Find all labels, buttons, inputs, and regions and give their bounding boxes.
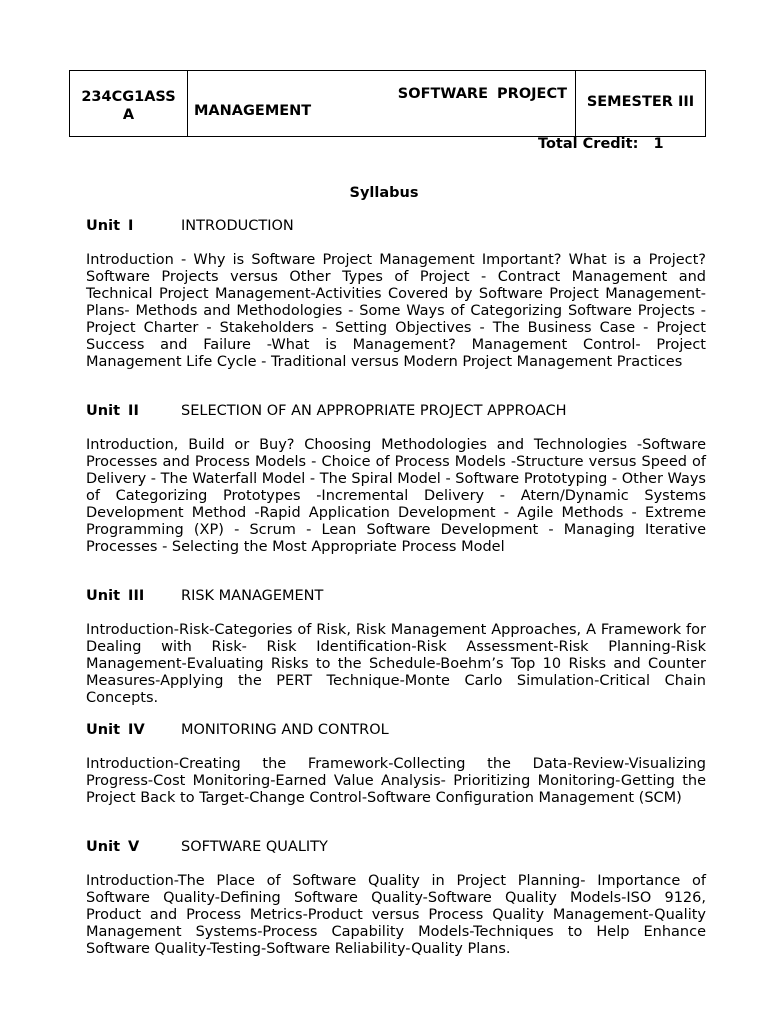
unit-label: Unit IV: [86, 722, 145, 738]
semester-cell: SEMESTER III: [586, 94, 695, 110]
unit-label: Unit III: [86, 588, 145, 604]
unit-label: Unit I: [86, 218, 134, 234]
course-code-line2: A: [122, 107, 135, 123]
course-code-cell: [70, 71, 188, 136]
unit-title: SELECTION OF AN APPROPRIATE PROJECT APPROACH: [181, 403, 567, 419]
unit-label: Unit V: [86, 839, 140, 855]
course-header-table: [69, 70, 706, 137]
total-credit: [538, 136, 664, 152]
syllabus-heading: Syllabus: [349, 185, 419, 201]
unit-heading: [86, 218, 294, 234]
course-code-line1: 234CG1ASS: [81, 89, 176, 105]
credit-label: Total Credit:: [538, 136, 639, 152]
unit-label: Unit II: [86, 403, 139, 419]
unit-title: MONITORING AND CONTROL: [181, 722, 389, 738]
unit-description: Introduction-The Place of Software Quality in Project Planning- Importance of Software Quality-Defining Software Quality-Software Quality Models-ISO 9126, Product and Process Metrics-Product versus Process Quality Management-Quality Management Systems-Process Capability Models-Techniques to Help Enhance Software Quality-Testing-Software Reliability-Quality Plans.: [86, 873, 706, 957]
unit-description: Introduction-Creating the Framework-Collecting the Data-Review-Visualizing Progress-Cost Monitoring-Earned Value Analysis- Prioritizing Monitoring-Getting the Project Back to Target-Change Control-Software Configuration Management (SCM): [86, 756, 706, 806]
course-title-line2: MANAGEMENT: [194, 103, 312, 119]
credit-value: 1: [653, 136, 664, 152]
unit-description: Introduction - Why is Software Project Management Important? What is a Project? Software Projects versus Other Types of Project - Contract Management and Technical Project Management-Activities Covered by Software Project Management-Plans- Methods and Methodologies - Some Ways of Categorizing Software Projects - Project Charter - Stakeholders - Setting Objectives - The Business Case - Project Success and Failure -What is Management? Management Control- Project Management Life Cycle - Traditional versus Modern Project Management Practices: [86, 252, 706, 370]
unit-title: RISK MANAGEMENT: [181, 588, 324, 604]
unit-heading: [86, 403, 566, 419]
course-title-cell: [188, 71, 576, 136]
unit-description: Introduction-Risk-Categories of Risk, Risk Management Approaches, A Framework for Dealing with Risk- Risk Identification-Risk Assessment-Risk Planning-Risk Management-Evaluating Risks to the Schedule-Boehm’s Top 10 Risks and Counter Measures-Applying the PERT Technique-Monte Carlo Simulation-Critical Chain Concepts.: [86, 622, 706, 706]
unit-title: INTRODUCTION: [181, 218, 294, 234]
unit-heading: [86, 722, 389, 738]
unit-description: Introduction, Build or Buy? Choosing Methodologies and Technologies -Software Processes and Process Models - Choice of Process Models -Structure versus Speed of Delivery - The Waterfall Model - The Spiral Model - Software Prototyping - Other Ways of Categorizing Prototypes -Incremental Delivery - Atern/Dynamic Systems Development Method -Rapid Application Development - Agile Methods - Extreme Programming (XP) - Scrum - Lean Software Development - Managing Iterative Processes - Selecting the Most Appropriate Process Model: [86, 437, 706, 555]
unit-heading: [86, 588, 323, 604]
course-title-line1: SOFTWARE PROJECT: [397, 86, 567, 102]
unit-title: SOFTWARE QUALITY: [181, 839, 328, 855]
unit-heading: [86, 839, 328, 855]
